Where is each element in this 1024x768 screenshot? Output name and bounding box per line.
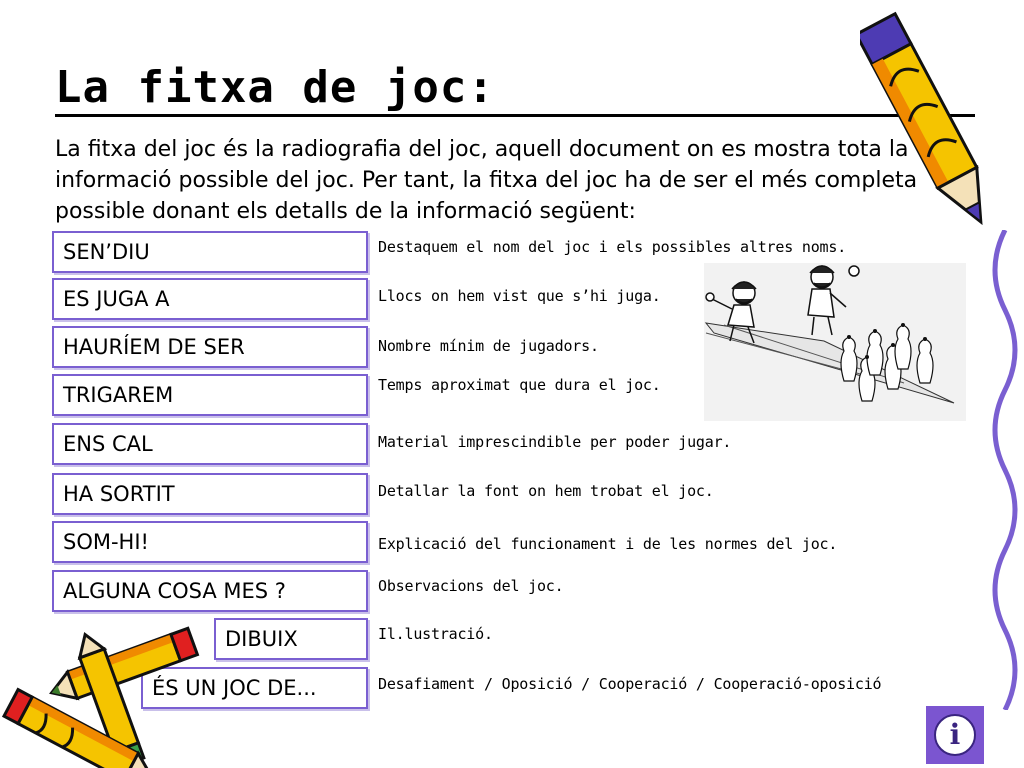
- field-box-sendiu: SEN’DIU: [52, 231, 368, 273]
- bowling-cartoon: [704, 263, 966, 421]
- field-desc-dibuix: Il.lustració.: [378, 625, 493, 643]
- field-box-dibuix: DIBUIX: [214, 618, 368, 660]
- page-title: La fitxa de joc:: [55, 62, 495, 113]
- field-desc-haurem-de-ser: Nombre mínim de jugadors.: [378, 337, 599, 355]
- field-box-ha-sortit: HA SORTIT: [52, 473, 368, 515]
- field-desc-som-hi: Explicació del funcionament i de les normes del joc.: [378, 535, 838, 553]
- field-desc-sendiu: Destaquem el nom del joc i els possibles altres noms.: [378, 238, 847, 256]
- title-underline: [55, 114, 975, 117]
- field-box-alguna-cosa-mes: ALGUNA COSA MES ?: [52, 570, 368, 612]
- pencil-icon: [860, 2, 1000, 242]
- pencil-icon: [0, 620, 210, 768]
- decorative-border: [975, 230, 1024, 710]
- field-desc-trigarem: Temps aproximat que dura el joc.: [378, 376, 661, 394]
- field-box-haurem-de-ser: HAURÍEM DE SER: [52, 326, 368, 368]
- field-desc-ens-cal: Material imprescindible per poder jugar.: [378, 433, 732, 451]
- field-desc-es-un-joc-de: Desafiament / Oposició / Cooperació / Cooperació-oposició: [378, 675, 882, 693]
- intro-paragraph: La fitxa del joc és la radiografia del joc, aquell document on es mostra tota la informació possible del joc. Per tant, la fitxa del joc ha de ser el més completa possible donant els detalls de la informació següent:: [55, 137, 918, 224]
- field-box-es-un-joc-de: ÉS UN JOC DE...: [141, 667, 368, 709]
- field-box-es-juga-a: ES JUGA A: [52, 278, 368, 320]
- info-icon: i: [934, 714, 976, 756]
- field-desc-es-juga-a: Llocs on hem vist que s’hi juga.: [378, 287, 661, 305]
- field-desc-ha-sortit: Detallar la font on hem trobat el joc.: [378, 482, 714, 500]
- field-desc-alguna-cosa-mes: Observacions del joc.: [378, 577, 564, 595]
- info-button[interactable]: [926, 706, 984, 764]
- field-box-trigarem: TRIGAREM: [52, 374, 368, 416]
- field-box-som-hi: SOM-HI!: [52, 521, 368, 563]
- field-box-ens-cal: ENS CAL: [52, 423, 368, 465]
